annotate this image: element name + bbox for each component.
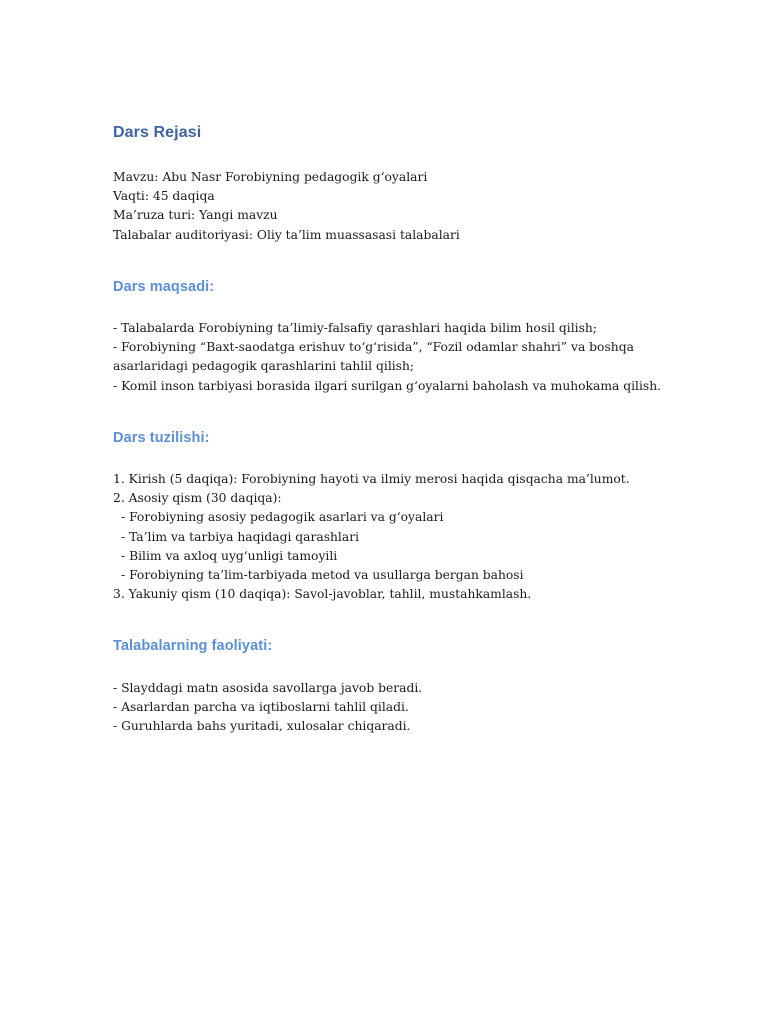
structure-item: 2. Asosiy qism (30 daqiqa):: [113, 491, 282, 506]
info-duration: Vaqti: 45 daqiqa: [113, 189, 215, 204]
structure-subitem: - Bilim va axloq uyg‘unligi tamoyili: [121, 548, 338, 563]
info-lecture-type: Ma’ruza turi: Yangi mavzu: [113, 208, 278, 223]
structure-item: 3. Yakuniy qism (10 daqiqa): Savol-javoblar, tahlil, mustahkamlash.: [113, 587, 532, 602]
section-heading-objectives: Dars maqsadi:: [113, 279, 215, 295]
structure-subitem: - Ta’lim va tarbiya haqidagi qarashlari: [121, 529, 360, 544]
structure-list: [113, 470, 630, 604]
activity-item: - Asarlardan parcha va iqtiboslarni tahlil qiladi.: [113, 700, 409, 715]
info-audience: Talabalar auditoriyasi: Oliy ta’lim muassasasi talabalari: [113, 227, 460, 242]
objective-line: - Komil inson tarbiyasi borasida ilgari surilgan g‘oyalarni baholash va muhokama qilish.: [113, 378, 662, 393]
document-title: Dars Rejasi: [113, 124, 202, 141]
objectives-text: [113, 319, 661, 396]
objective-line: asarlaridagi pedagogik qarashlarini tahlil qilish;: [113, 359, 415, 374]
info-topic: Mavzu: Abu Nasr Forobiyning pedagogik g‘oyalari: [113, 170, 428, 184]
activities-list: [113, 679, 422, 737]
section-heading-activities: Talabalarning faoliyati:: [113, 638, 273, 654]
lesson-info: [113, 168, 460, 245]
objective-line: - Forobiyning “Baxt-saodatga erishuv to‘g‘risida”, “Fozil odamlar shahri” va boshqa: [113, 340, 634, 355]
activity-item: - Slayddagi matn asosida savollarga javob beradi.: [113, 681, 423, 695]
activity-item: - Guruhlarda bahs yuritadi, xulosalar chiqaradi.: [113, 719, 411, 734]
structure-item: 1. Kirish (5 daqiqa): Forobiyning hayoti va ilmiy merosi haqida qisqacha ma’lumot.: [113, 472, 630, 486]
objective-line: - Talabalarda Forobiyning ta’limiy-falsafiy qarashlari haqida bilim hosil qilish;: [113, 321, 597, 335]
section-heading-structure: Dars tuzilishi:: [113, 430, 210, 446]
structure-subitem: - Forobiyning asosiy pedagogik asarlari va g‘oyalari: [121, 510, 444, 525]
structure-subitem: - Forobiyning ta’lim-tarbiyada metod va usullarga bergan bahosi: [121, 568, 524, 583]
